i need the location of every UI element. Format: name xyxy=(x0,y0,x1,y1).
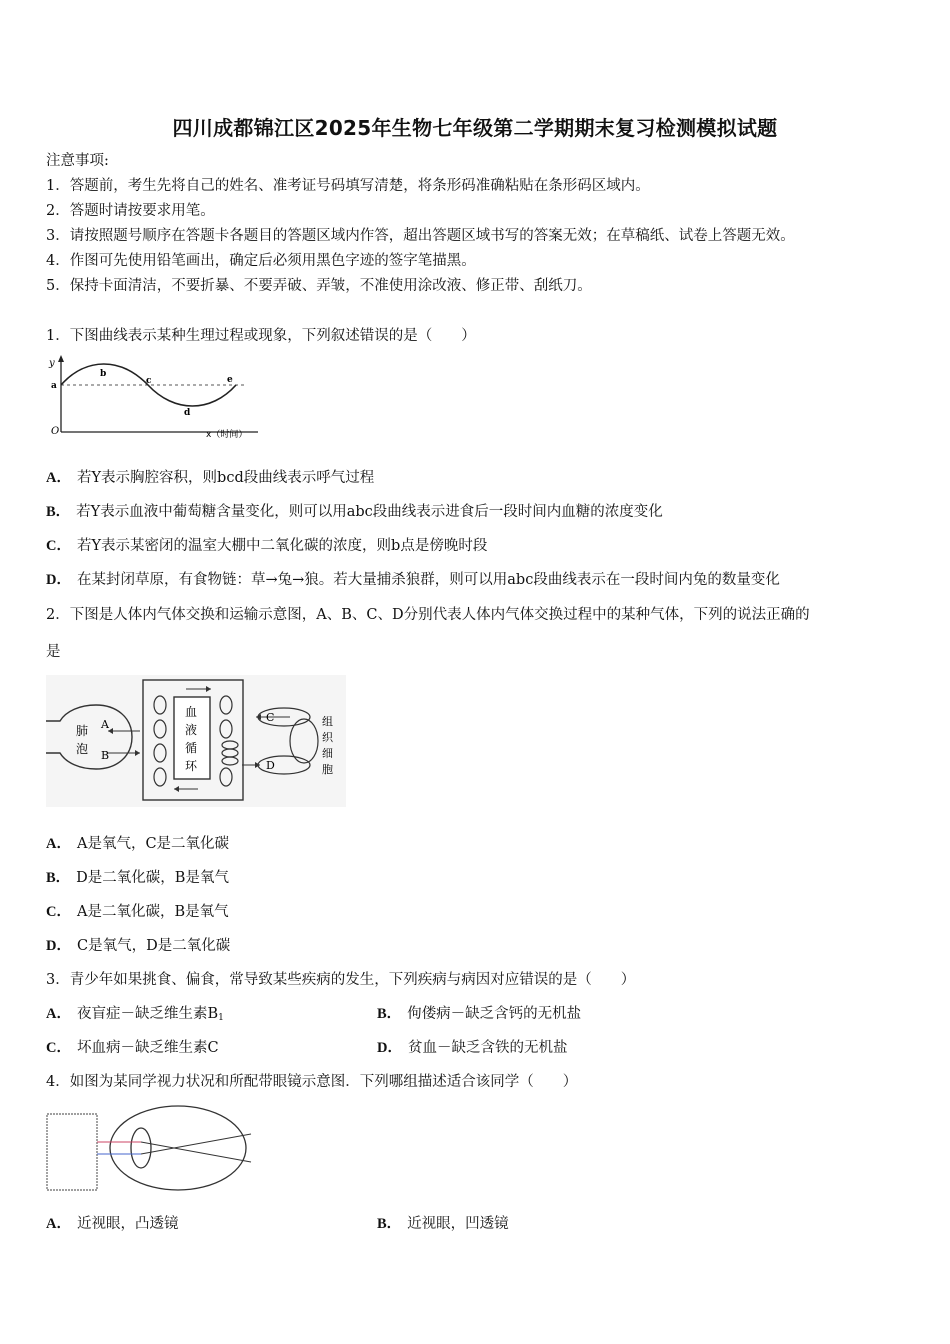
notice-item: 1．答题前，考生先将自己的姓名、准考证号码填写清楚，将条形码准确粘贴在条形码区域内。 xyxy=(46,178,650,194)
tissue-label-1: 组 xyxy=(322,715,333,728)
gas-label-c: C xyxy=(266,711,275,724)
q1-point-e: e xyxy=(227,375,233,385)
notice-heading: 注意事项: xyxy=(46,153,109,169)
q1-point-d: d xyxy=(184,408,191,418)
q1-option-a: A． 若Y表示胸腔容积，则bcd段曲线表示呼气过程 xyxy=(46,470,375,486)
page-title: 四川成都锦江区2025年生物七年级第二学期期末复习检测模拟试题 xyxy=(172,116,778,140)
q1-option-b: B． 若Y表示血液中葡萄糖含量变化，则可以用abc段曲线表示进食后一段时间内血糖的浓度变化 xyxy=(46,504,663,520)
notice-item: 2．答题时请按要求用笔。 xyxy=(46,203,215,219)
tissue-label-2: 织 xyxy=(322,731,333,744)
blood-label-1: 血 xyxy=(185,705,198,719)
q1-y-arrow xyxy=(58,355,64,362)
q3-option-d: D． 贫血－缺乏含铁的无机盐 xyxy=(377,1040,568,1056)
q1-curve-figure xyxy=(46,352,266,444)
tissue-label-4: 胞 xyxy=(322,763,333,776)
refracted-ray-2 xyxy=(141,1134,251,1154)
q3-option-b: B． 佝偻病－缺乏含钙的无机盐 xyxy=(377,1006,582,1022)
q2-option-d: D． C是氧气，D是二氧化碳 xyxy=(46,938,231,954)
alveolus-label-2: 泡 xyxy=(76,742,89,756)
gas-label-b: B xyxy=(101,749,110,762)
q2-option-a: A． A是氧气，C是二氧化碳 xyxy=(46,836,230,852)
blood-label-2: 液 xyxy=(185,723,198,737)
eye-lens xyxy=(131,1128,151,1168)
q1-y-label: y xyxy=(49,358,55,369)
q3-option-a: A． 夜盲症－缺乏维生素$B_1$ xyxy=(46,1006,224,1023)
question-2-stem: 2．下图是人体内气体交换和运输示意图，A、B、C、D分别代表人体内气体交换过程中的某种气体，下列的说法正确的 xyxy=(46,607,810,623)
q2-option-c: C． A是二氧化碳，B是氧气 xyxy=(46,904,229,920)
q2-gas-exchange-figure xyxy=(46,675,346,807)
question-2-stem-cont: 是 xyxy=(46,644,61,660)
q1-origin-label: O xyxy=(51,426,60,437)
alveolus-label-1: 肺 xyxy=(76,724,89,738)
notice-item: 5．保持卡面清洁，不要折暴、不要弄破、弄皱，不准使用涂改液、修正带、刮纸刀。 xyxy=(46,278,592,294)
q1-option-d: D． 在某封闭草原，有食物链：草→兔→狼。若大量捕杀狼群，则可以用abc段曲线表示在一段时间内兔的数量变化 xyxy=(46,572,780,588)
q1-point-c: c xyxy=(146,376,152,386)
q4-option-b: B． 近视眼，凹透镜 xyxy=(377,1216,509,1232)
question-3-stem: 3．青少年如果挑食、偏食，常导致某些疾病的发生，下列疾病与病因对应错误的是（ ） xyxy=(46,972,636,988)
q1-point-a: a xyxy=(51,381,57,391)
blood-label-3: 循 xyxy=(185,741,198,755)
gas-label-a: A xyxy=(101,718,109,731)
lens-frame xyxy=(47,1114,97,1190)
q2-option-b: B． D是二氧化碳，B是氧气 xyxy=(46,870,229,886)
q1-option-c: C． 若Y表示某密闭的温室大棚中二氧化碳的浓度，则b点是傍晚时段 xyxy=(46,538,488,554)
q4-option-a: A． 近视眼，凸透镜 xyxy=(46,1216,179,1232)
q1-x-label: x（时间） xyxy=(206,430,248,440)
notice-item: 3．请按照题号顺序在答题卡各题目的答题区域内作答，超出答题区域书写的答案无效；在草稿纸、试卷上答题无效。 xyxy=(46,228,795,244)
q4-eye-figure xyxy=(46,1102,256,1192)
q1-point-b: b xyxy=(100,369,107,379)
notice-item: 4．作图可先使用铅笔画出，确定后必须用黑色字迹的签字笔描黑。 xyxy=(46,253,476,269)
refracted-ray-1 xyxy=(141,1142,251,1162)
q3-option-c: C． 坏血病－缺乏维生素C xyxy=(46,1040,219,1056)
question-1-stem: 1．下图曲线表示某种生理过程或现象，下列叙述错误的是（ ） xyxy=(46,328,476,344)
tissue-label-3: 细 xyxy=(322,747,333,760)
blood-label-4: 环 xyxy=(185,759,198,773)
gas-label-d: D xyxy=(266,759,275,772)
question-4-stem: 4．如图为某同学视力状况和所配带眼镜示意图．下列哪组描述适合该同学（ ） xyxy=(46,1074,578,1090)
